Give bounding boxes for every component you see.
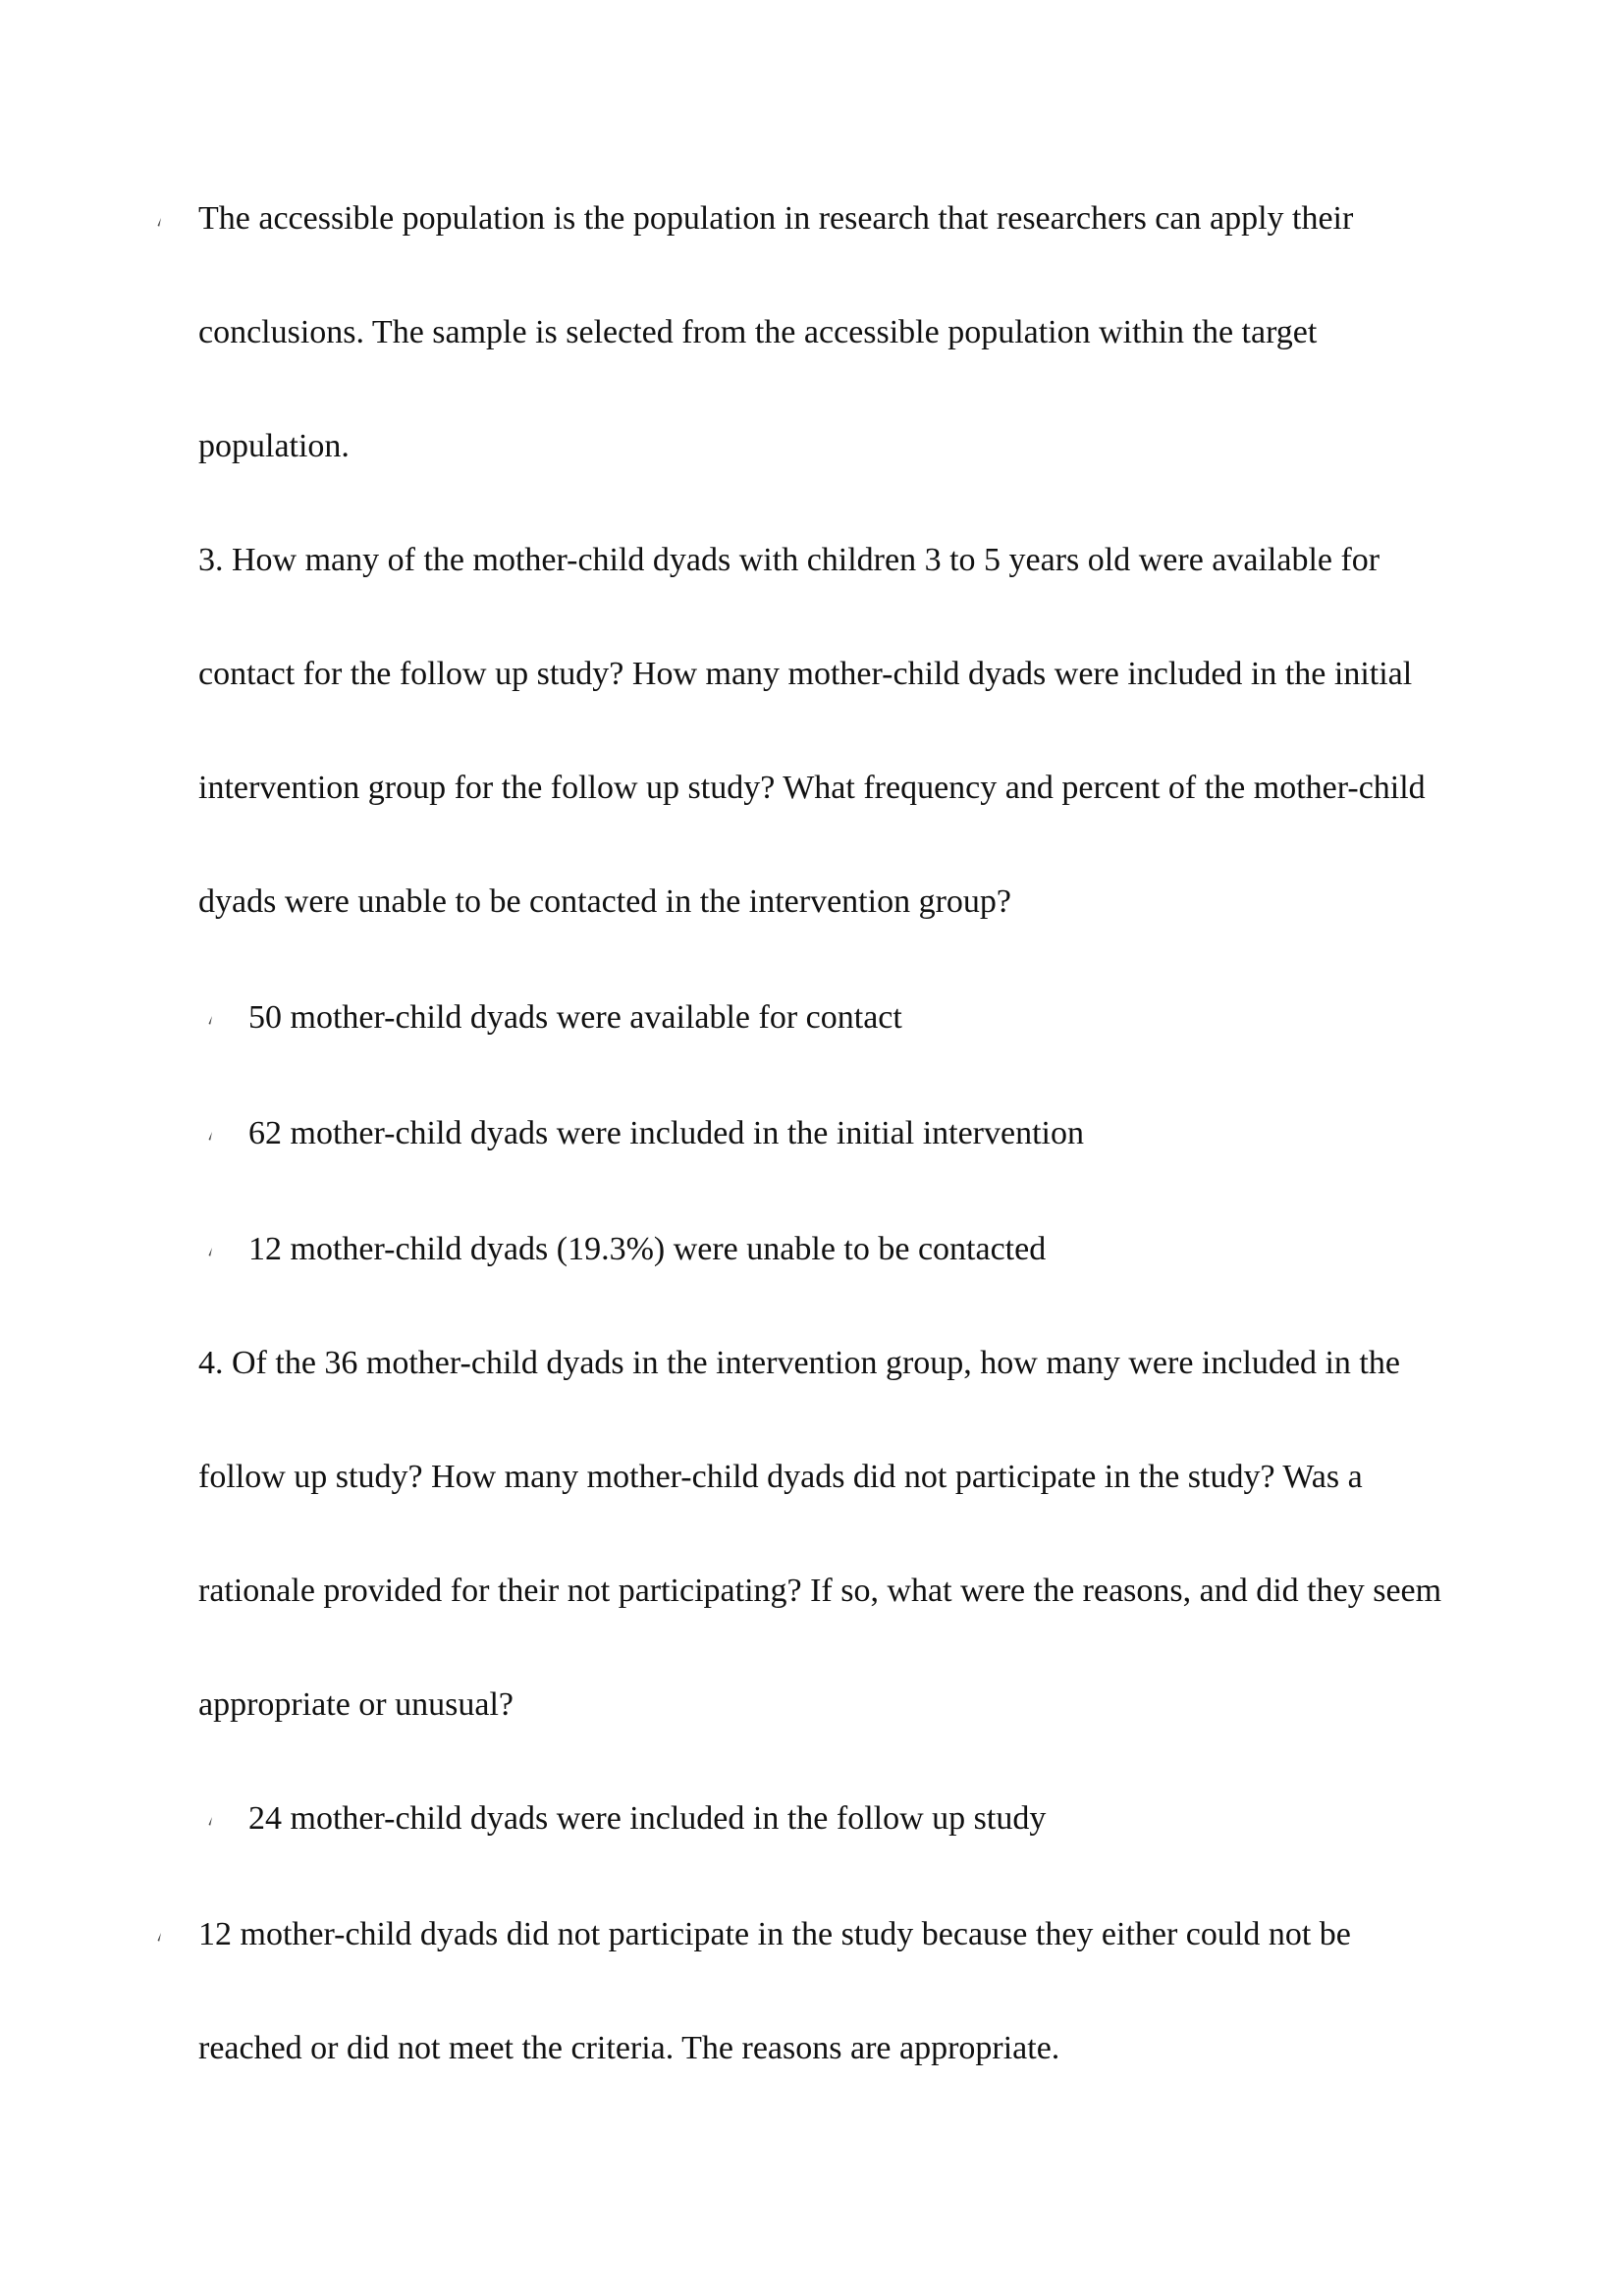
paragraph-line: The accessible population is the population in research that researchers can apply their xyxy=(198,200,1354,237)
answer-item: 24 mother-child dyads were included in the follow up study xyxy=(248,1800,1047,1837)
answer-item: 50 mother-child dyads were available for contact xyxy=(248,999,902,1036)
answer-item: 62 mother-child dyads were included in the initial intervention xyxy=(248,1115,1084,1151)
bullet-icon xyxy=(155,217,163,231)
question-line: intervention group for the follow up study? What frequency and percent of the mother-child xyxy=(198,770,1426,806)
question-line: 3. How many of the mother-child dyads with children 3 to 5 years old were available for xyxy=(198,542,1380,578)
question-line: contact for the follow up study? How many mother-child dyads were included in the initial xyxy=(198,656,1413,692)
paragraph-line: 12 mother-child dyads did not participate in the study because they either could not be xyxy=(198,1916,1351,1952)
paragraph-line: population. xyxy=(198,428,350,464)
bullet-icon xyxy=(206,1247,214,1260)
paragraph-line: reached or did not meet the criteria. The reasons are appropriate. xyxy=(198,2030,1060,2066)
bullet-icon xyxy=(206,1015,214,1029)
bullet-icon xyxy=(206,1131,214,1145)
question-line: appropriate or unusual? xyxy=(198,1686,514,1723)
question-line: 4. Of the 36 mother-child dyads in the intervention group, how many were included in the xyxy=(198,1345,1400,1381)
question-line: follow up study? How many mother-child dyads did not participate in the study? Was a xyxy=(198,1459,1363,1495)
answer-item: 12 mother-child dyads (19.3%) were unable to be contacted xyxy=(248,1231,1047,1267)
bullet-icon xyxy=(155,1932,163,1946)
question-line: dyads were unable to be contacted in the intervention group? xyxy=(198,883,1011,920)
question-line: rationale provided for their not participating? If so, what were the reasons, and did they seem xyxy=(198,1573,1442,1609)
paragraph-line: conclusions. The sample is selected from the accessible population within the target xyxy=(198,314,1318,350)
bullet-icon xyxy=(206,1816,214,1830)
